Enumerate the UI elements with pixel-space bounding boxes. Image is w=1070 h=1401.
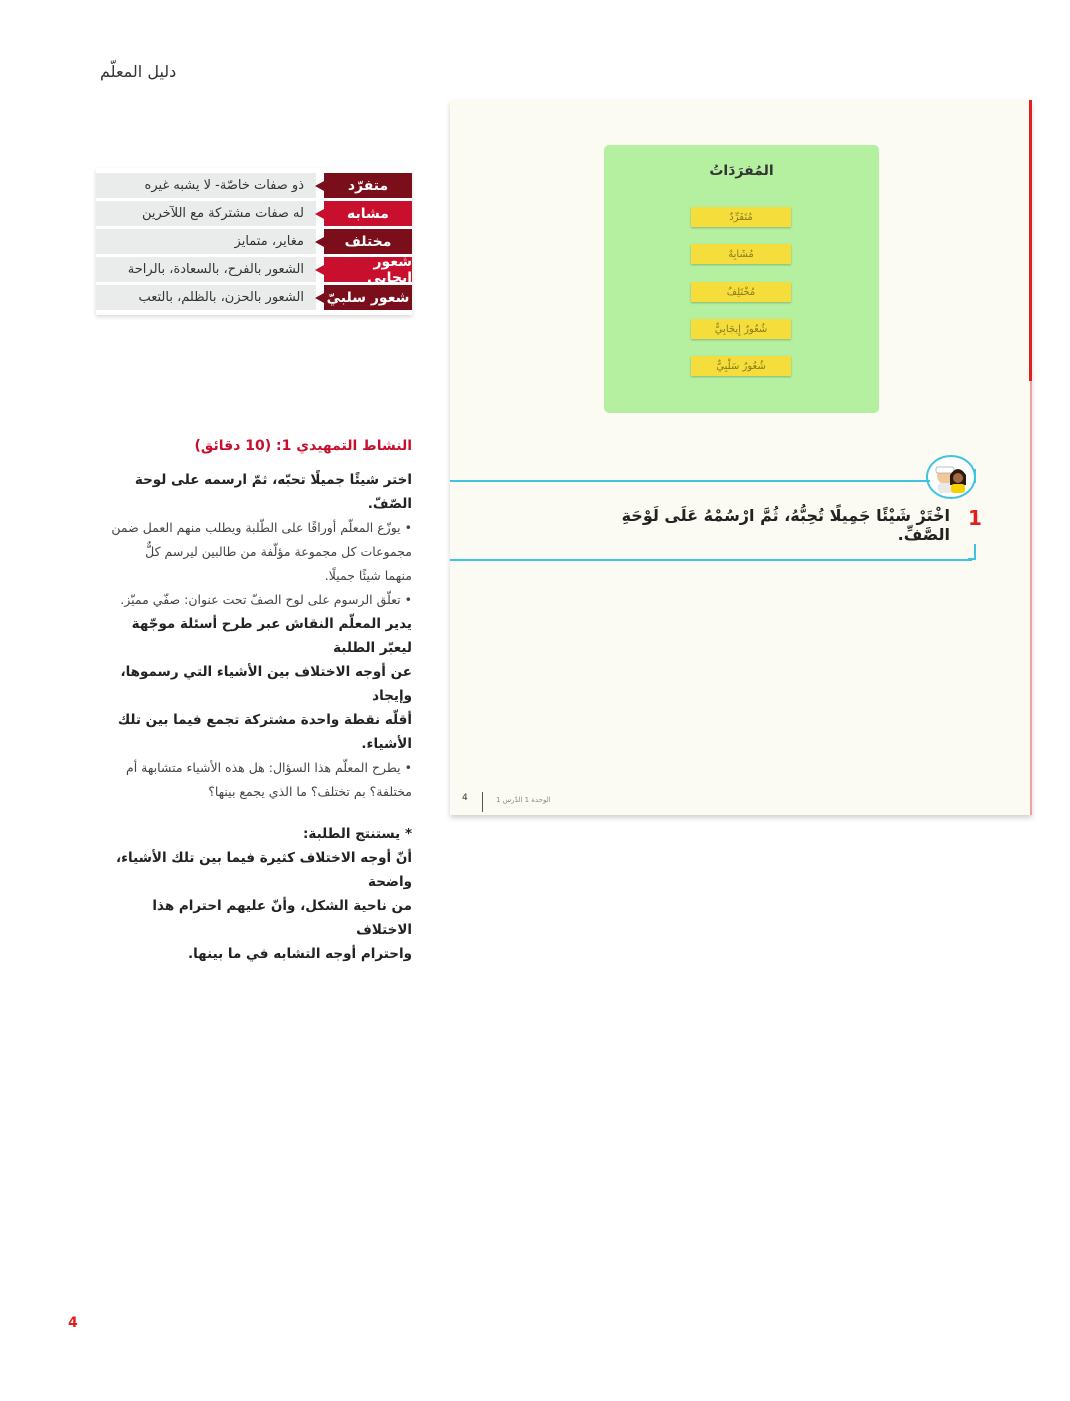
thumbnail-page-number: 4 — [462, 793, 468, 803]
activity-bullet-cont: مجموعات كل مجموعة مؤلّفة من طالبين ليرسم كلٌّ — [145, 544, 412, 559]
vocabulary-row — [96, 201, 412, 226]
vocabulary-term: شعور إيجابي — [324, 257, 412, 282]
activity-bullet-cont: منهما شيئًا جميلًا. — [324, 568, 412, 583]
vocabulary-chip: مُشَابِهٌ — [691, 244, 791, 264]
activity-bullet: • تعلّق الرسوم على لوح الصفّ تحت عنوان: صفّي مميّز. — [120, 592, 412, 607]
vocabulary-term: شعور سلبيّ — [324, 285, 412, 310]
vocabulary-box-title: المُفرَدَاتُ — [709, 163, 774, 179]
page-number: 4 — [68, 1315, 78, 1331]
activity-instruction: اختر شيئًا جميلًا تحبّه، ثمّ ارسمه على لوحة الصّفّ. — [134, 472, 412, 512]
page-edge-accent — [1029, 100, 1032, 381]
conclusion-heading: * يستنتج الطلبة: — [303, 826, 412, 842]
activity-bullet: • يطرح المعلّم هذا السؤال: هل هذه الأشياء متشابهة أم — [126, 760, 412, 775]
task-text: اخْتَرْ شَيْئًا جَمِيلًا تُحِبُّهُ، ثُمَّ ارْسُمْهُ عَلَى لَوْحَةِ الصَّفِّ. — [621, 506, 950, 544]
conclusion-text: أنّ أوجه الاختلاف كثيرة فيما بين تلك الأشياء، واضحة — [116, 850, 412, 890]
vocabulary-definition: الشعور بالحزن، بالظلم، بالتعب — [96, 285, 316, 310]
vocabulary-row — [96, 229, 412, 254]
vocabulary-chip: شُعُورٌ سَلْبِيٌّ — [691, 356, 791, 376]
vocabulary-chip: شُعُورٌ إِيجَابِيٌّ — [691, 319, 791, 339]
activity-discussion: أقلّه نقطة واحدة مشتركة تجمع فيما بين تلك الأشياء. — [117, 712, 412, 752]
page-edge-accent — [1030, 381, 1032, 815]
vocabulary-row — [96, 173, 412, 198]
vocabulary-definition: له صفات مشتركة مع اللآخرين — [96, 201, 316, 226]
conclusion-text: واحترام أوجه التشابه في ما بينها. — [187, 946, 412, 962]
vocabulary-definition: مغاير، متمايز — [96, 229, 316, 254]
activity-title — [100, 438, 412, 454]
activity-duration: (10 دقائق) — [194, 438, 272, 454]
vocabulary-box — [604, 145, 879, 413]
activity-discussion: يدير المعلّم النقاش عبر طرح أسئلة موجّهة ليعبّر الطلبة — [131, 616, 412, 656]
vocabulary-definition: ذو صفات خاصّة- لا يشبه غيره — [96, 173, 316, 198]
activity-bullet-cont: مختلفة؟ بم تختلف؟ ما الذي يجمع بينها؟ — [208, 784, 412, 799]
vocabulary-term: مشابه — [324, 201, 412, 226]
activity-bullet: • يوزّع المعلّم أوراقًا على الطّلبة ويطلب منهم العمل ضمن — [111, 520, 412, 535]
textbook-page-thumbnail — [450, 100, 1032, 815]
activity-discussion: عن أوجه الاختلاف بين الأشياء التي رسموها، وإيجاد — [120, 664, 412, 704]
conclusion-text: من ناحية الشكل، وأنّ عليهم احترام هذا الاختلاف — [152, 898, 412, 938]
activity-title-prefix: النشاط التمهيدي 1: — [276, 438, 412, 454]
vocabulary-term: مختلف — [324, 229, 412, 254]
task-number: 1 — [968, 506, 982, 530]
activity-section — [100, 438, 412, 966]
vocabulary-term: متفرّد — [324, 173, 412, 198]
page-header-title: دليل المعلّم — [100, 62, 177, 81]
thumbnail-unit-label: الوحدة 1 الدّرس 1 — [496, 796, 551, 804]
vocabulary-table — [96, 168, 412, 315]
vocabulary-row — [96, 253, 412, 286]
vocabulary-chip: مُخْتَلِفٌ — [691, 282, 791, 302]
vocabulary-row — [96, 285, 412, 310]
vocabulary-chip: مُتَفَرِّدٌ — [691, 207, 791, 227]
vocabulary-definition: الشعور بالفرح، بالسعادة، بالراحة — [96, 257, 316, 282]
